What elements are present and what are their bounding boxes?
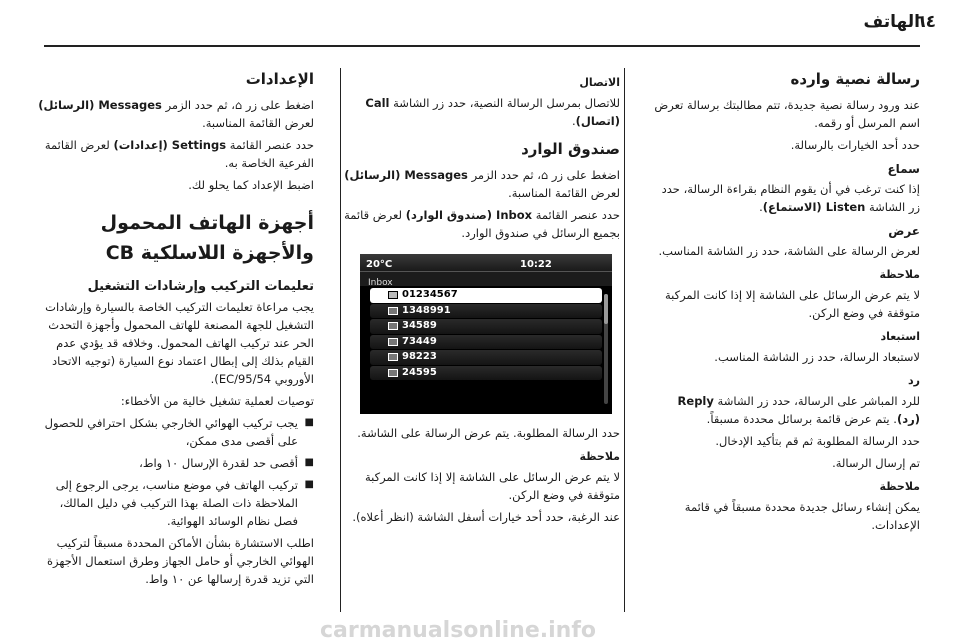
screen-message-list — [370, 288, 602, 381]
header-rule — [44, 45, 920, 47]
note-text: لا يتم عرض الرسائل على الشاشة إلا إذا كانت المركبة متوقفة في وضع الركن. — [364, 470, 620, 502]
list-item: ■ تركيب الهاتف في موضع مناسب، يرجى الرجوع إلى الملاحظة ذات الصلة بهذا التركيب في دليل المالك، فصل نظام الوسائد الهوائية. — [36, 476, 314, 530]
note-text: يمكن إنشاء رسائل جديدة محددة مسبقاً في قائمة الإعدادات. — [684, 500, 920, 532]
paragraph: عند الرغبة، حدد أحد خيارات أسفل الشاشة (انظر أعلاه). — [352, 510, 620, 524]
paragraph: حدد عنصر القائمة Inbox (صندوق الوارد) لعرض قائمة بجميع الرسائل في صندوق الوارد. — [344, 208, 620, 240]
subsection-installation: تعليمات التركيب وإرشادات التشغيل — [87, 279, 314, 294]
home-icon: ⌂ — [234, 98, 243, 112]
section-heading: رسالة نصية وارده — [790, 70, 920, 88]
screen-scroll-thumb — [604, 294, 608, 324]
note-title: ملاحظة — [879, 480, 920, 493]
paragraph: اضغط على زر ⌂، ثم حدد الزمر Messages (الرسائل) لعرض القائمة المناسبة. — [344, 168, 620, 200]
envelope-icon — [388, 338, 398, 346]
paragraph: حدد عنصر القائمة Settings (إعدادات) لعرض القائمة الفرعية الخاصة به. — [44, 138, 314, 170]
home-icon: ⌂ — [540, 168, 549, 182]
section-heading: صندوق الوارد — [521, 140, 620, 158]
paragraph: حدد الرسالة المطلوبة. يتم عرض الرسالة على الشاشة. — [357, 426, 620, 440]
screen-scrollbar — [604, 294, 608, 404]
subsection-reply: رد — [908, 374, 920, 387]
paragraph: إذا كنت ترغب في أن يقوم النظام بقراءة الرسالة، حدد زر الشاشة Listen (الاستماع). — [661, 182, 920, 214]
list-item: ■ أقصى حد لقدرة الإرسال ١٠ واط، — [36, 454, 314, 472]
envelope-icon — [388, 307, 398, 315]
paragraph: توصيات لعملية تشغيل خالية من الأخطاء: — [120, 394, 314, 408]
message-item: 01234567 — [370, 288, 602, 303]
paragraph: عند ورود رسالة نصية جديدة، تتم مطالبتك برسالة تعرض اسم المرسل أو رقمه. — [654, 98, 920, 130]
chapter-heading: أجهزة الهاتف المحمول والأجهزة اللاسلكية CB — [100, 212, 314, 264]
paragraph: لعرض الرسالة على الشاشة، حدد زر الشاشة المناسب. — [658, 244, 920, 258]
column-right — [652, 68, 920, 538]
subsection-listen: سماع — [887, 162, 920, 176]
screen-inbox-label: Inbox — [368, 278, 393, 288]
envelope-icon — [388, 353, 398, 361]
section-heading: الإعدادات — [245, 70, 314, 88]
screen-title-bar — [360, 272, 612, 286]
column-divider — [624, 68, 625, 612]
paragraph: للرد المباشر على الرسالة، حدد زر الشاشة Reply (رد). يتم عرض قائمة برسائل محددة مسبقاً. — [677, 394, 920, 426]
paragraph: تم إرسال الرسالة. — [832, 456, 920, 470]
paragraph: يجب مراعاة تعليمات التركيب الخاصة بالسيارة وإرشادات التشغيل للجهة المصنعة للهاتف المحمول وأجهزة التحدث الحر عند تركيب الهاتف المحمول. وخلافه قد يؤدي عدم القيام بذلك إلى إبطال اعتماد نوع السيارة (توجيه الاتحاد الأوروبي 95/54/EC). — [45, 300, 314, 386]
note-title: ملاحظة — [879, 268, 920, 281]
paragraph: اضغط على زر ⌂، ثم حدد الزمر Messages (الرسائل) لعرض القائمة المناسبة. — [38, 98, 314, 130]
message-item: 24595 — [370, 366, 602, 381]
tips-list — [36, 414, 314, 530]
subsection-ignore: استبعاد — [880, 330, 920, 343]
envelope-icon — [388, 322, 398, 330]
screen-temperature: 20°C — [366, 259, 393, 270]
paragraph: حدد أحد الخيارات بالرسالة. — [790, 138, 920, 152]
message-item: 98223 — [370, 350, 602, 365]
message-item: 73449 — [370, 335, 602, 350]
envelope-icon — [388, 291, 398, 299]
watermark: carmanualsonline.info — [320, 618, 596, 642]
envelope-icon — [388, 369, 398, 377]
paragraph: حدد الرسالة المطلوبة ثم قم بتأكيد الإدخال. — [715, 434, 920, 448]
paragraph: للاتصال بمرسل الرسالة النصية، حدد زر الشاشة Call (اتصال). — [365, 96, 620, 128]
column-middle — [340, 68, 620, 530]
paragraph: اطلب الاستشارة بشأن الأماكن المحددة مسبقاً لتركيب الهوائي الخارجي أو حامل الجهاز وطرق استعمال الأجهزة التي تزيد قدرة إرسالها عن ١٠ واط. — [47, 536, 314, 586]
inbox-screen-image — [360, 254, 612, 414]
screen-time: 10:22 — [520, 259, 552, 270]
message-item: 1348991 — [370, 304, 602, 319]
paragraph: اضبط الإعداد كما يحلو لك. — [188, 178, 314, 192]
list-item: ■ يجب تركيب الهوائي الخارجي بشكل احترافي للحصول على أقصى مدى ممكن، — [36, 414, 314, 450]
message-item: 34589 — [370, 319, 602, 334]
page-title: الهاتف — [863, 12, 920, 32]
note-text: لا يتم عرض الرسائل على الشاشة إلا إذا كانت المركبة متوقفة في وضع الركن. — [664, 288, 920, 320]
paragraph: لاستبعاد الرسالة، حدد زر الشاشة المناسب. — [714, 350, 920, 364]
page-number: ٦٤ — [915, 12, 936, 32]
page-header — [0, 0, 960, 44]
screen-status-bar — [360, 254, 612, 272]
note-title: ملاحظة — [579, 450, 620, 463]
subsection-view: عرض — [888, 224, 920, 238]
subsection-contact: الاتصال — [579, 76, 620, 89]
column-left — [36, 68, 314, 592]
